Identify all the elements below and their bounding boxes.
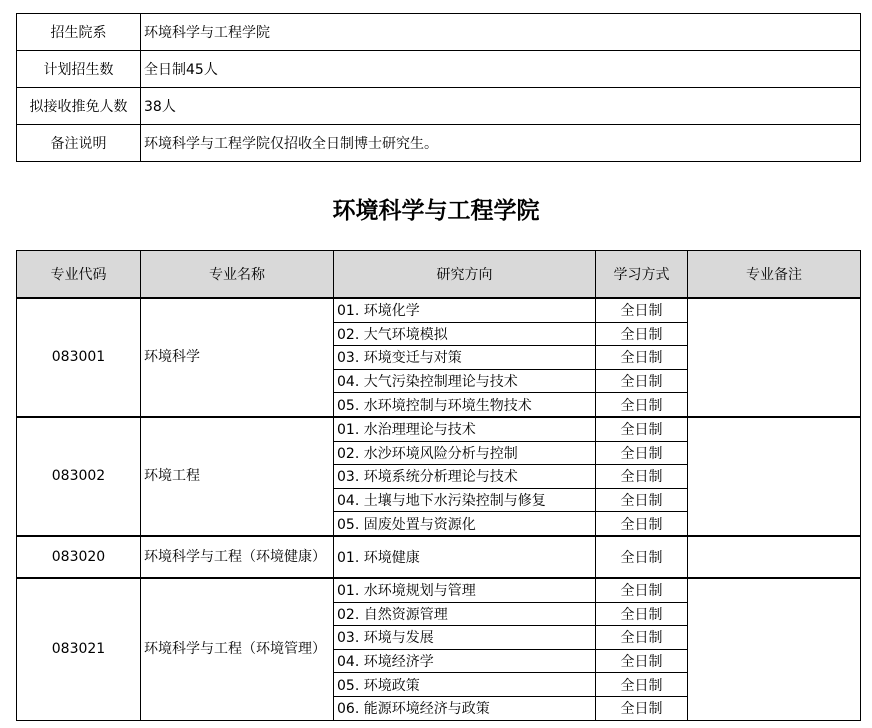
major-name: 环境科学	[141, 298, 334, 417]
research-direction: 04. 环境经济学	[334, 649, 596, 673]
research-direction: 06. 能源环境经济与政策	[334, 696, 596, 720]
info-row	[17, 125, 861, 162]
table-row	[17, 536, 861, 578]
table-row	[17, 298, 861, 322]
research-direction: 05. 环境政策	[334, 673, 596, 697]
header-name: 专业名称	[141, 251, 334, 299]
major-remark	[688, 536, 861, 578]
major-group	[17, 298, 861, 417]
research-direction: 02. 大气环境模拟	[334, 322, 596, 346]
info-row	[17, 51, 861, 88]
study-mode: 全日制	[596, 673, 688, 697]
research-direction: 04. 土壤与地下水污染控制与修复	[334, 488, 596, 512]
study-mode: 全日制	[596, 417, 688, 441]
major-code: 083002	[17, 417, 141, 536]
header-remark: 专业备注	[688, 251, 861, 299]
study-mode: 全日制	[596, 696, 688, 720]
research-direction: 01. 水环境规划与管理	[334, 578, 596, 602]
info-label: 计划招生数	[17, 51, 141, 88]
info-label: 拟接收推免人数	[17, 88, 141, 125]
research-direction: 01. 环境健康	[334, 536, 596, 578]
info-table	[16, 13, 861, 162]
major-remark	[688, 417, 861, 536]
study-mode: 全日制	[596, 602, 688, 626]
major-remark	[688, 578, 861, 720]
info-label: 备注说明	[17, 125, 141, 162]
study-mode: 全日制	[596, 393, 688, 417]
study-mode: 全日制	[596, 488, 688, 512]
info-row	[17, 88, 861, 125]
study-mode: 全日制	[596, 578, 688, 602]
research-direction: 03. 环境变迁与对策	[334, 346, 596, 370]
major-name: 环境科学与工程（环境健康）	[141, 536, 334, 578]
study-mode: 全日制	[596, 512, 688, 536]
major-code: 083020	[17, 536, 141, 578]
table-row	[17, 417, 861, 441]
study-mode: 全日制	[596, 322, 688, 346]
info-value: 环境科学与工程学院	[141, 14, 861, 51]
info-label: 招生院系	[17, 14, 141, 51]
info-value: 全日制45人	[141, 51, 861, 88]
major-code: 083001	[17, 298, 141, 417]
section-title: 环境科学与工程学院	[332, 198, 540, 224]
research-direction: 02. 自然资源管理	[334, 602, 596, 626]
major-name: 环境工程	[141, 417, 334, 536]
major-remark	[688, 298, 861, 417]
research-direction: 01. 环境化学	[334, 298, 596, 322]
table-row	[17, 578, 861, 602]
majors-table	[16, 250, 861, 721]
header-mode: 学习方式	[596, 251, 688, 299]
header-code: 专业代码	[17, 251, 141, 299]
major-code: 083021	[17, 578, 141, 720]
info-value: 38人	[141, 88, 861, 125]
major-group	[17, 536, 861, 578]
header-row	[17, 251, 861, 299]
study-mode: 全日制	[596, 626, 688, 650]
study-mode: 全日制	[596, 649, 688, 673]
research-direction: 05. 水环境控制与环境生物技术	[334, 393, 596, 417]
study-mode: 全日制	[596, 346, 688, 370]
study-mode: 全日制	[596, 441, 688, 465]
info-row	[17, 14, 861, 51]
study-mode: 全日制	[596, 369, 688, 393]
study-mode: 全日制	[596, 536, 688, 578]
study-mode: 全日制	[596, 298, 688, 322]
research-direction: 04. 大气污染控制理论与技术	[334, 369, 596, 393]
research-direction: 02. 水沙环境风险分析与控制	[334, 441, 596, 465]
header-direction: 研究方向	[334, 251, 596, 299]
study-mode: 全日制	[596, 465, 688, 489]
major-name: 环境科学与工程（环境管理）	[141, 578, 334, 720]
research-direction: 01. 水治理理论与技术	[334, 417, 596, 441]
info-value: 环境科学与工程学院仅招收全日制博士研究生。	[141, 125, 861, 162]
major-group	[17, 417, 861, 536]
major-group	[17, 578, 861, 720]
research-direction: 03. 环境系统分析理论与技术	[334, 465, 596, 489]
research-direction: 03. 环境与发展	[334, 626, 596, 650]
research-direction: 05. 固废处置与资源化	[334, 512, 596, 536]
